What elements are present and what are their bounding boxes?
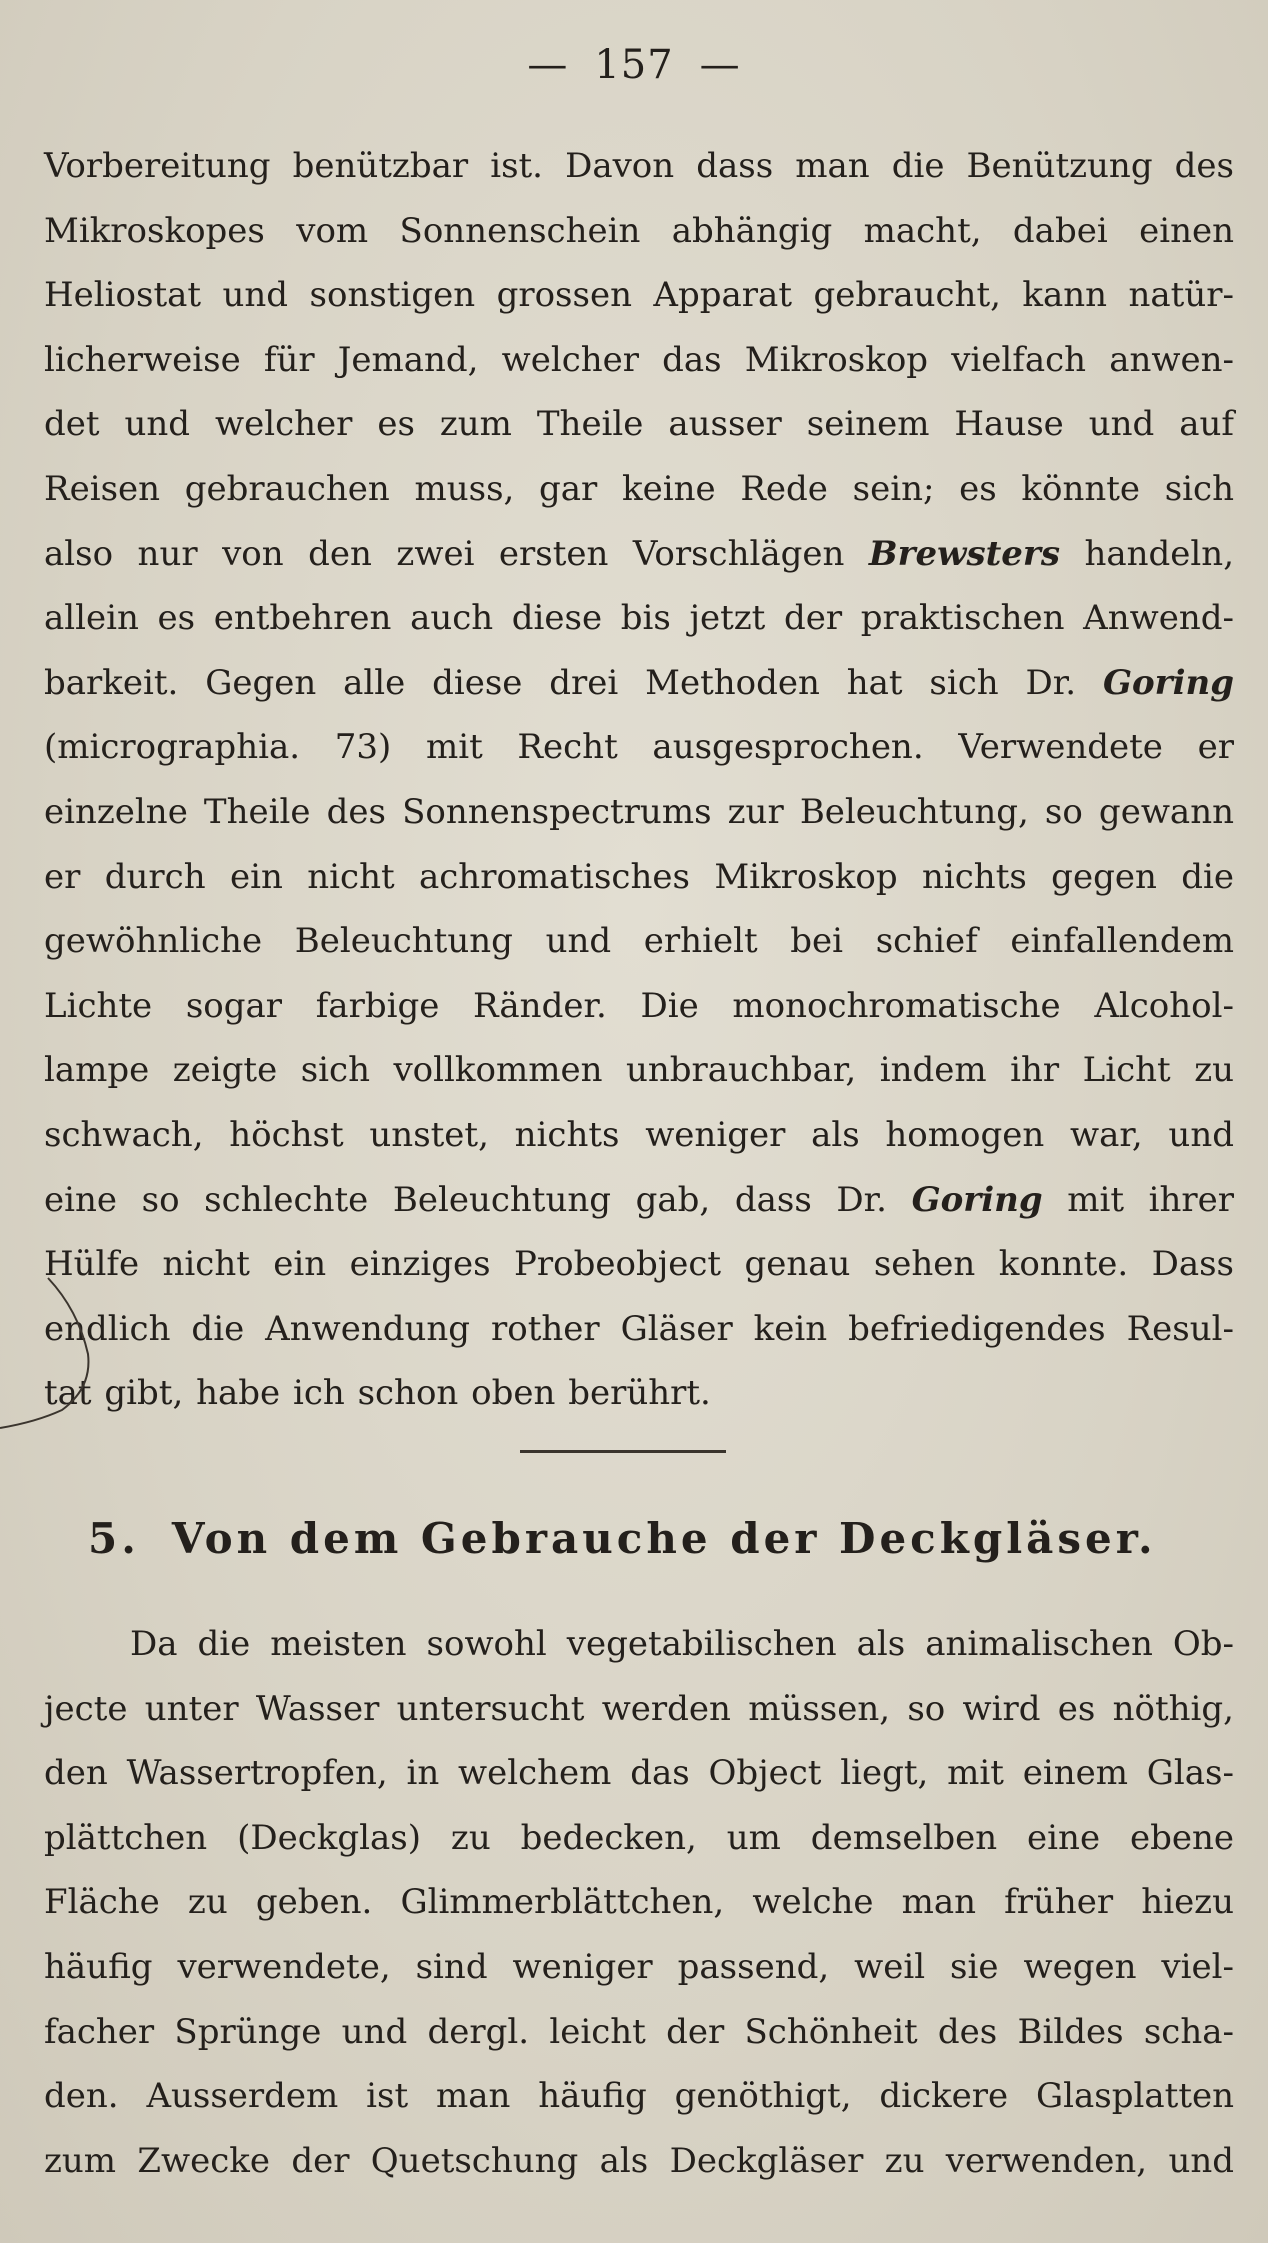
dash-right: — — [699, 42, 741, 88]
name-goring: Goring — [911, 1179, 1043, 1220]
pencil-mark — [0, 1270, 110, 1430]
section-number: 5. — [88, 1514, 140, 1563]
text-line: Reisen gebrauchen muss, gar keine Rede sein; es könnte sich — [44, 468, 1234, 509]
text-line: den Wassertropfen, in welchem das Object liegt, mit einem Glas- — [44, 1753, 1234, 1794]
text-line: (micrographia. 73) mit Recht ausgesprochen. Verwendete er — [44, 727, 1234, 768]
text-line: Da die meisten sowohl vegetabilischen als animalischen Ob- — [130, 1624, 1234, 1664]
name-goring: Goring — [1102, 662, 1234, 703]
text-line: gewöhnliche Beleuchtung und erhielt bei schief einfallendem — [44, 921, 1234, 962]
section-heading — [88, 1514, 1157, 1563]
page-number: 157 — [594, 42, 674, 88]
text-segment: eine so schlechte Beleuchtung gab, dass Dr. — [44, 1179, 912, 1220]
text-segment: mit ihrer — [1042, 1179, 1234, 1220]
text-line: schwach, höchst unstet, nichts weniger als homogen war, und — [44, 1114, 1234, 1155]
text-line: er durch ein nicht achromatisches Mikroskop nichts gegen die — [44, 856, 1234, 897]
text-line: det und welcher es zum Theile ausser seinem Hause und auf — [44, 404, 1234, 445]
text-line — [44, 522, 1234, 587]
text-line — [44, 1168, 1234, 1233]
text-line: Vorbereitung benützbar ist. Davon dass man die Benützung des — [44, 146, 1234, 186]
text-line: allein es entbehren auch diese bis jetzt der praktischen Anwend- — [44, 598, 1234, 639]
page-number-header — [0, 42, 1268, 88]
text-line: jecte unter Wasser untersucht werden müssen, so wird es nöthig, — [44, 1688, 1234, 1729]
text-line: tat gibt, habe ich schon oben berührt. — [44, 1373, 711, 1414]
text-segment: also nur von den zwei ersten Vorschlägen — [44, 533, 869, 574]
text-line: lampe zeigte sich vollkommen unbrauchbar, indem ihr Licht zu — [44, 1050, 1234, 1091]
text-line: häufig verwendete, sind weniger passend, weil sie wegen viel- — [44, 1946, 1234, 1987]
text-line: Lichte sogar farbige Ränder. Die monochromatische Alcohol- — [44, 985, 1234, 1026]
text-segment: barkeit. Gegen alle diese drei Methoden hat sich Dr. — [44, 662, 1103, 703]
paragraph-1 — [44, 134, 1234, 1426]
text-line: zum Zwecke der Quetschung als Deckgläser zu verwenden, und — [44, 2140, 1234, 2181]
text-line: Fläche zu geben. Glimmerblättchen, welche man früher hiezu — [44, 1882, 1234, 1923]
text-line: einzelne Theile des Sonnenspectrums zur Beleuchtung, so gewann — [44, 791, 1234, 832]
dash-left: — — [527, 42, 569, 88]
text-line: facher Sprünge und dergl. leicht der Schönheit des Bildes scha- — [44, 2011, 1234, 2052]
text-line: endlich die Anwendung rother Gläser kein befriedigendes Resul- — [44, 1308, 1234, 1349]
text-line: den. Ausserdem ist man häufig genöthigt, dickere Glasplatten — [44, 2076, 1234, 2117]
text-line — [44, 651, 1234, 716]
text-line: licherweise für Jemand, welcher das Mikroskop vielfach anwen- — [44, 339, 1234, 380]
text-line: plättchen (Deckglas) zu bedecken, um demselben eine ebene — [44, 1817, 1234, 1858]
text-segment: handeln, — [1059, 533, 1235, 574]
name-brewsters: Brewsters — [868, 533, 1060, 574]
text-line: Heliostat und sonstigen grossen Apparat gebraucht, kann natür- — [44, 275, 1234, 316]
section-divider — [520, 1450, 726, 1453]
text-line: Mikroskopes vom Sonnenschein abhängig macht, dabei einen — [44, 210, 1234, 251]
paragraph-2 — [44, 1612, 1234, 2193]
text-line: Hülfe nicht ein einziges Probeobject genau sehen konnte. Dass — [44, 1244, 1234, 1285]
section-title: Von dem Gebrauche der Deckgläser. — [171, 1514, 1157, 1563]
